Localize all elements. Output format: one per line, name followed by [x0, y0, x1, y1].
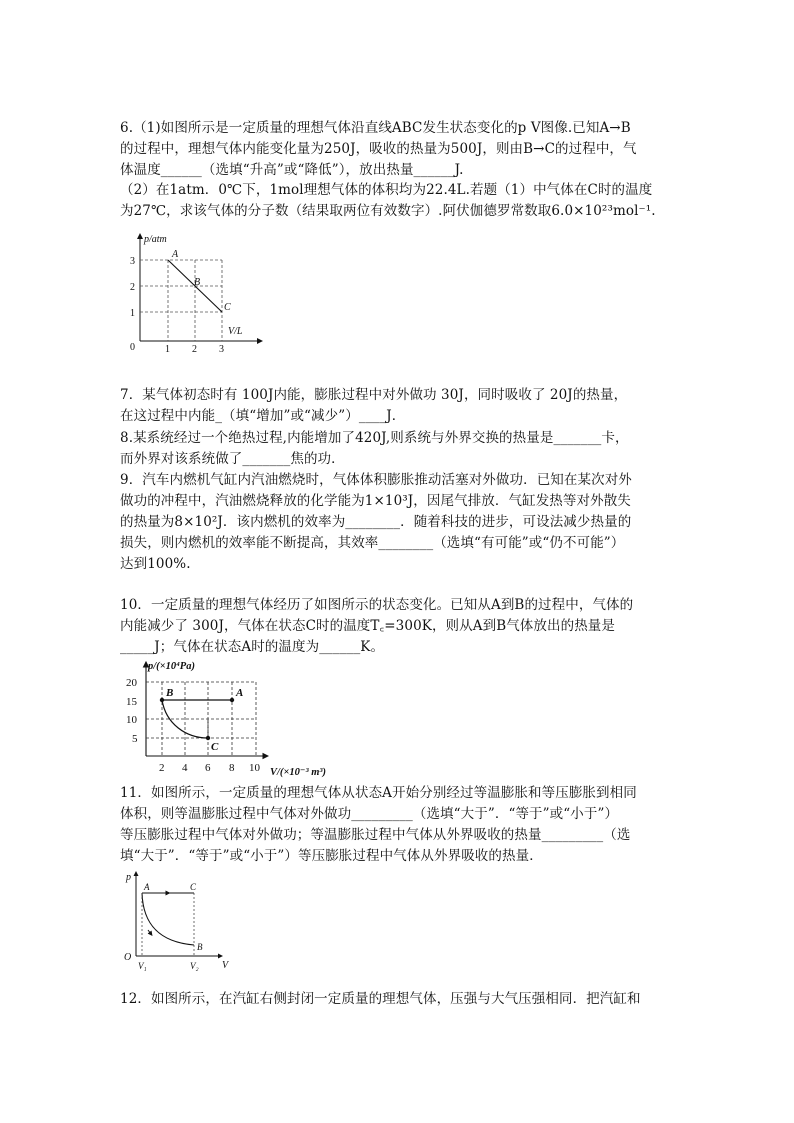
graph-pv-abc: [120, 228, 280, 360]
graph3-point-a: A: [144, 882, 150, 892]
graph1-x-tick: 1: [165, 344, 170, 355]
q6-line-2: 的过程中，理想气体内能变化量为250J，吸收的热量为500J，则由B→C的过程中，气: [120, 141, 637, 157]
q12-line-1: 12．如图所示，在汽缸右侧封闭一定质量的理想气体，压强与大气压强相同．把汽缸和: [120, 991, 641, 1007]
q11-line-2: 体积，则等温膨胀过程中气体对外做功_________（选填“大于”．“等于”或“小于”）: [120, 806, 619, 822]
graph2-point-c-dot: [206, 736, 210, 740]
graph1-y-tick: 1: [130, 308, 135, 319]
q8-line-1: 8.某系统经过一个绝热过程,内能增加了420J,则系统与外界交换的热量是_______卡，: [120, 430, 629, 446]
q10-line-1: 10．一定质量的理想气体经历了如图所示的状态变化。已知从A到B的过程中，气体的: [120, 597, 634, 613]
graph2-point-c: C: [211, 741, 219, 753]
graph3-x-label: V: [222, 960, 229, 971]
graph2-y-tick: 5: [132, 733, 138, 745]
graph2-x-tick: 10: [249, 762, 260, 774]
q6-line-1: 6.（1)如图所示是一定质量的理想气体沿直线ABC发生状态变化的p V图像.已知A→B: [120, 120, 631, 136]
graph1-x-tick: 3: [219, 344, 224, 355]
graph1-x-tick: 2: [192, 344, 197, 355]
q11-line-1: 11．如图所示，一定质量的理想气体从状态A开始分别经过等温膨胀和等压膨胀到相同: [120, 785, 637, 801]
graph2-x-tick: 6: [205, 762, 211, 774]
q11-line-4: 填“大于”．“等于”或“小于”）等压膨胀过程中气体从外界吸收的热量．: [120, 848, 543, 864]
graph2-y-tick: 15: [126, 696, 137, 708]
graph1-y-tick: 3: [130, 256, 135, 267]
graph2-point-a-dot: [230, 698, 234, 702]
graph1-origin: 0: [130, 342, 135, 353]
q7-line-1: 7．某气体初态时有 100J内能，膨胀过程中对外做功 30J，同时吸收了 20J的热量，: [120, 387, 628, 403]
q9-line-1: 9．汽车内燃机气缸内汽油燃烧时，气体体积膨胀推动活塞对外做功．已知在某次对外: [120, 472, 632, 488]
graph-isothermal-isobaric: [118, 868, 238, 978]
graph1-x-label: V/L: [228, 326, 243, 337]
q9-line-2: 做功的冲程中，汽油燃烧释放的化学能为1×10³J，因尾气排放．气缸发热等对外散失: [120, 493, 631, 509]
graph2-y-tick: 20: [126, 677, 137, 689]
graph3-point-b: B: [197, 942, 203, 952]
graph2-y-tick: 10: [126, 714, 137, 726]
q6-line-5: 为27℃，求该气体的分子数（结果取两位有效数字）.阿伏伽德罗常数取6.0×10²³mol⁻¹.: [120, 203, 656, 219]
graph1-y-label: p/atm: [144, 234, 167, 245]
q9-line-5: 达到100%.: [120, 556, 191, 572]
q6-line-3: 体温度______（选填“升高”或“降低”），放出热量______J.: [120, 162, 464, 178]
graph-pv-abc-2: [120, 658, 350, 780]
graph1-point-a: A: [172, 249, 179, 260]
graph1-point-b: B: [194, 277, 201, 288]
graph2-x-tick: 4: [182, 762, 188, 774]
q6-line-4: （2）在1atm．0℃下，1mol理想气体的体积均为22.4L.若题（1）中气体在C时的温度: [120, 182, 653, 198]
graph3-v1-label: V₁: [138, 961, 147, 971]
graph3-point-c: C: [190, 882, 197, 892]
graph2-x-tick: 8: [229, 762, 235, 774]
graph1-y-tick: 2: [130, 282, 135, 293]
graph2-x-tick: 2: [159, 762, 165, 774]
graph3-v2-label: V₂: [190, 961, 199, 971]
graph2-point-b-dot: [160, 698, 164, 702]
graph3-ab-curve: [142, 893, 194, 945]
q10-line-2: 内能减少了 300J，气体在状态C时的温度T꜀=300K，则从A到B气体放出的热量是: [120, 618, 616, 634]
q8-line-2: 而外界对该系统做了_______焦的功．: [120, 451, 345, 467]
q11-line-3: 等压膨胀过程中气体对外做功；等温膨胀过程中气体从外界吸收的热量_________（选: [120, 827, 631, 843]
graph2-point-b: B: [166, 687, 174, 699]
q9-line-4: 损失，则内燃机的效率能不断提高，其效率________（选填“有可能”或“仍不可能”）: [120, 535, 625, 551]
graph2-point-a: A: [236, 687, 244, 699]
q7-line-2: 在这过程中内能_（填“增加”或“减少”）____J．: [120, 408, 406, 424]
graph1-point-c: C: [224, 302, 231, 313]
graph3-ab-arrow: [148, 930, 151, 934]
graph2-x-label: V/(×10⁻³ m³): [270, 767, 327, 778]
graph3-origin: O: [124, 952, 132, 963]
graph2-y-label: p/(×10⁴Pa): [148, 661, 195, 672]
q9-line-3: 的热量为8×10²J．该内燃机的效率为________．随着科技的进步，可设法减少热量的: [120, 514, 632, 530]
q10-line-3: _____J；气体在状态A时的温度为______K。: [120, 639, 385, 655]
graph3-y-label: p: [126, 872, 131, 883]
